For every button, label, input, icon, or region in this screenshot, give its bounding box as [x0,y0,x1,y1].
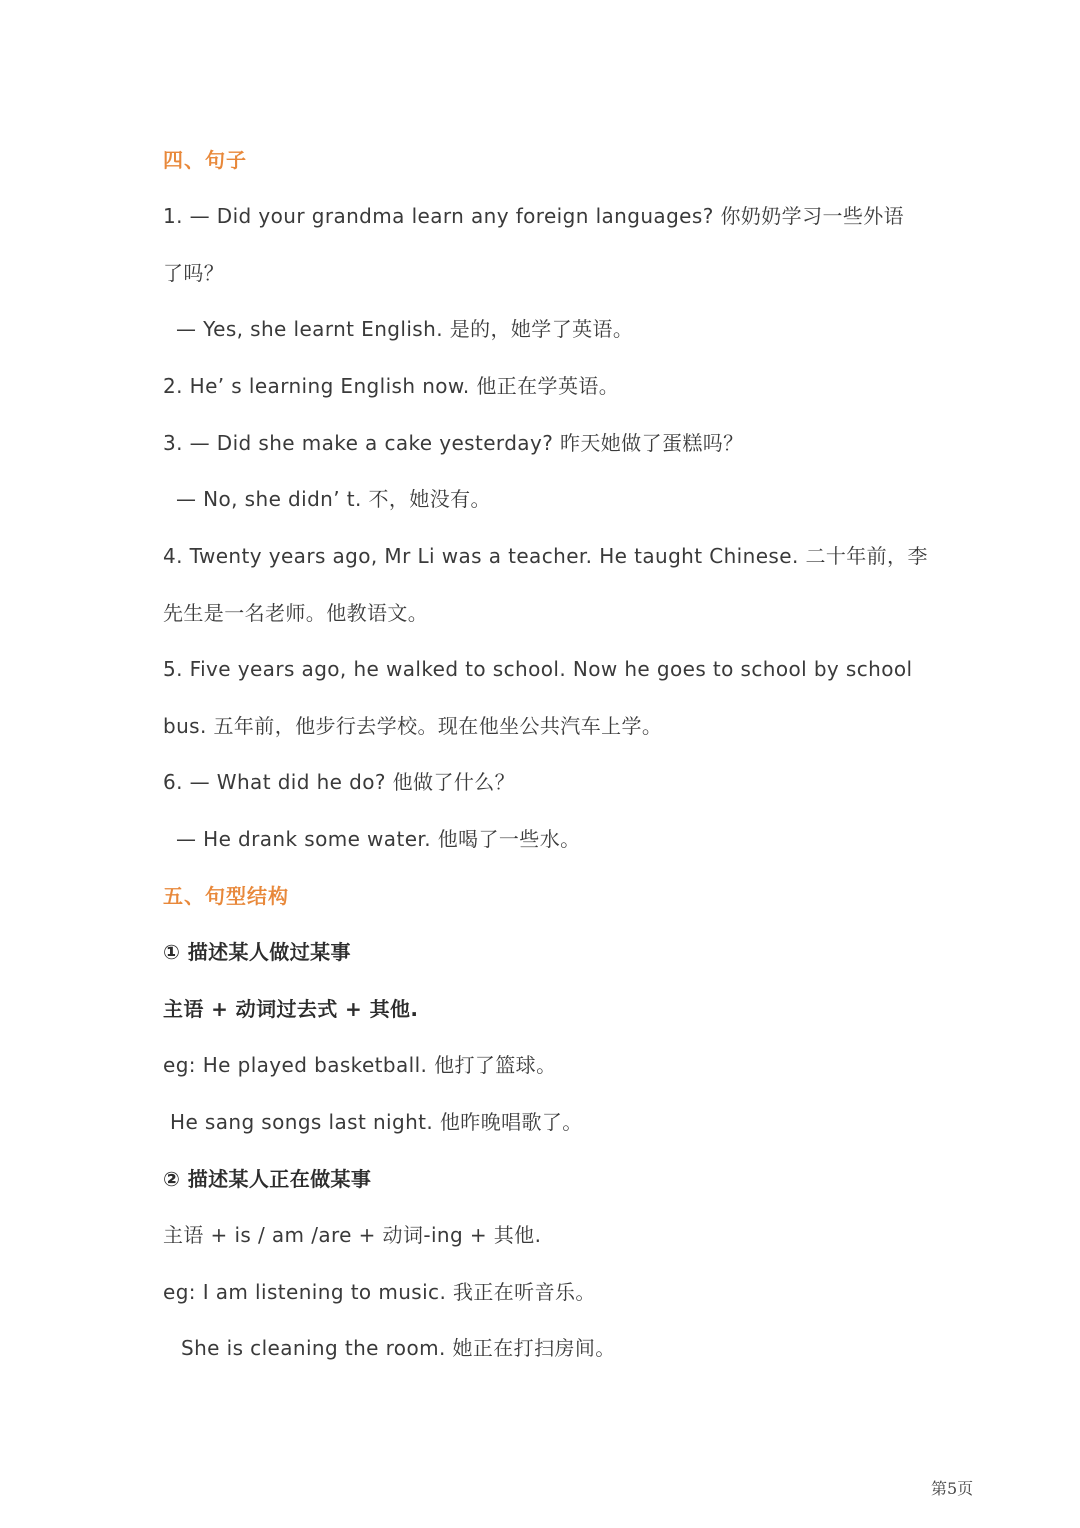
sentence-6: 6. — What did he do? 他做了什么？ [163,770,516,794]
sentence-1-line-1: 1. — Did your grandma learn any foreign languages? 你奶奶学习一些外语 [163,204,905,228]
pattern-2-formula: 主语 + is / am /are + 动词-ing + 其他. [163,1223,542,1247]
page-number: 第5页 [931,1479,974,1498]
sentence-4-line-2: 先生是一名老师。他教语文。 [163,601,429,625]
sentence-3: 3. — Did she make a cake yesterday? 昨天她做了蛋糕吗？ [163,431,744,455]
pattern-1-example-2: He sang songs last night. 他昨晚唱歌了。 [170,1110,583,1134]
section-heading-sentences: 四、句子 [163,148,247,172]
pattern-2-example-2: She is cleaning the room. 她正在打扫房间。 [181,1336,616,1360]
sentence-3-reply: — No, she didn’ t. 不，她没有。 [176,487,491,511]
sentence-1-line-2: 了吗？ [163,261,225,285]
pattern-2-title: ② 描述某人正在做某事 [163,1167,372,1191]
sentence-5-line-2: bus. 五年前，他步行去学校。现在他坐公共汽车上学。 [163,714,663,738]
pattern-1-formula: 主语 + 动词过去式 + 其他. [163,997,419,1021]
pattern-2-example-1: eg: I am listening to music. 我正在听音乐。 [163,1280,596,1304]
pattern-1-example-1: eg: He played basketball. 他打了篮球。 [163,1053,557,1077]
section-heading-sentence-patterns: 五、句型结构 [163,884,289,908]
sentence-1-reply: — Yes, she learnt English. 是的，她学了英语。 [176,317,634,341]
sentence-6-reply: — He drank some water. 他喝了一些水。 [176,827,581,851]
sentence-2: 2. He’ s learning English now. 他正在学英语。 [163,374,620,398]
sentence-5-line-1: 5. Five years ago, he walked to school. Now he goes to school by school [163,657,913,681]
sentence-4-line-1: 4. Twenty years ago, Mr Li was a teacher. He taught Chinese. 二十年前，李 [163,544,928,568]
pattern-1-title: ① 描述某人做过某事 [163,940,351,964]
